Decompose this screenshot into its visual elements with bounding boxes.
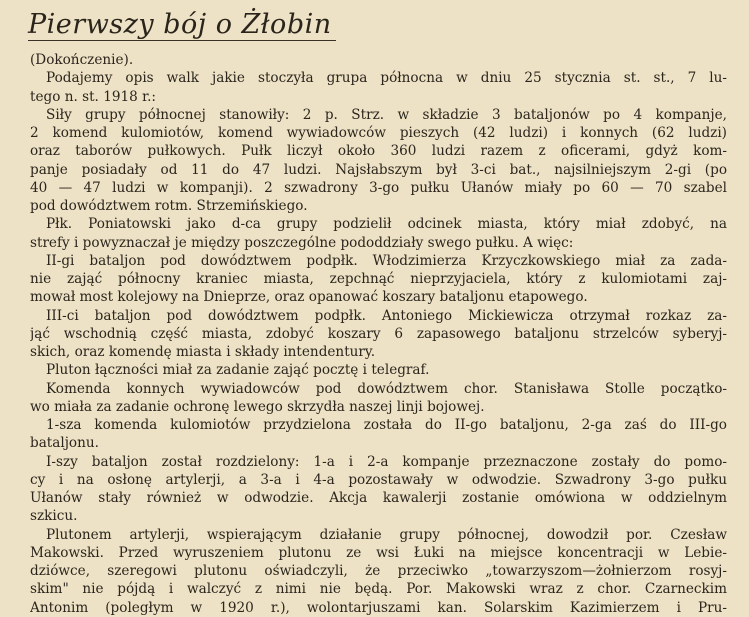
text-line: 1-sza komenda kulomiotów przydzielona została do II-go bataljonu, 2-ga zaś do III-go xyxy=(46,417,727,433)
text-line: bataljonu. xyxy=(30,435,99,452)
text-line: cy i na osłonę artylerji, a 3-a i 4-a pozostawały w odwodzie. Szwadrony 3-go pułku xyxy=(30,471,727,488)
text-line: wo miała za zadanie ochronę lewego skrzydła naszej linji bojowej. xyxy=(30,398,485,415)
text-line: 2 komend kulomiotów, komend wywiadowców pieszych (42 ludzi) i konnych (62 ludzi) xyxy=(30,125,727,141)
text-line: Płk. Poniatowski jako d-ca grupy podzielił odcinek miasta, który miał zdobyć, na xyxy=(46,216,727,233)
text-line: pod dowództwem rotm. Strzemińskiego. xyxy=(30,198,308,214)
text-line: Antonim (poległym w 1920 r.), wolontarjuszami kan. Solarskim Kazimierzem i Pru- xyxy=(30,599,727,616)
text-line: tego n. st. 1918 r.: xyxy=(30,88,157,105)
text-line: 40 — 47 ludzi w kompanji). 2 szwadrony 3-go pułku Ułanów miały po 60 — 70 szabel xyxy=(30,179,727,196)
text-line: Podajemy opis walk jakie stoczyła grupa północna w dniu 25 stycznia st. st., 7 lu- xyxy=(46,70,727,87)
text-line: nie zająć północny kraniec miasta, zepchnąć nieprzyjaciela, który z kulomiotami zaj- xyxy=(30,271,727,287)
text-line: dziówce, szeregowi plutonu oświadczyli, że przeciwko „towarzyszom—żołnierzom rosyj- xyxy=(30,563,727,579)
text-line: Komenda konnych wywiadowców pod dowództwem chor. Stanisława Stolle początko- xyxy=(46,380,727,397)
article-body xyxy=(30,51,727,617)
text-line: szkicu. xyxy=(30,508,78,525)
text-line: skim" nie pójdą i walczyć z nimi nie będą. Por. Makowski wraz z chor. Czarneckim xyxy=(30,581,727,598)
text-line: mował most kolejowy na Dnieprze, oraz opanować koszary bataljonu etapowego. xyxy=(30,289,588,306)
text-line: (Dokończenie). xyxy=(30,52,134,68)
text-line: skich, oraz komendę miasta i składy intendentury. xyxy=(30,344,376,360)
text-line: III-ci bataljon pod dowództwem podpłk. Antoniego Mickiewicza otrzymał rozkaz za- xyxy=(46,307,727,324)
text-line: Pluton łączności miał za zadanie zająć pocztę i telegraf. xyxy=(46,362,430,379)
text-line: jąć wschodnią część miasta, zdobyć koszary 6 zapasowego bataljonu strzelców syberyj- xyxy=(30,325,727,342)
text-line: II-gi bataljon pod dowództwem podpłk. Włodzimierza Krzyczkowskiego miał za zada- xyxy=(46,252,727,269)
text-line: oraz taborów pułkowych. Pułk liczył około 360 ludzi razem z oficerami, gdyż kom- xyxy=(30,143,727,160)
text-line: I-szy bataljon został rozdzielony: 1-a i 2-a kompanje przeznaczone zostały do pomo- xyxy=(46,453,727,470)
text-line: panje posiadały od 11 do 47 ludzi. Najsłabszym był 3-ci bat., najsilniejszym 2-gi (po xyxy=(30,161,727,178)
text-line: Makowski. Przed wyruszeniem plutonu ze wsi Łuki na miejsce koncentracji w Lebie- xyxy=(30,544,727,561)
text-line: Plutonem artylerji, wspierającym działanie grupy północnej, dowodził por. Czesław xyxy=(46,526,727,543)
text-line: Siły grupy północnej stanowiły: 2 p. Strz. w składzie 3 bataljonów po 4 kompanje, xyxy=(46,106,727,123)
text-line: strefy i powyznaczał je między poszczególne pododdziały swego pułku. A więc: xyxy=(30,234,574,251)
article-title: Pierwszy bój o Żłobin xyxy=(28,10,336,41)
text-line: Ułanów stały również w odwodzie. Akcja kawalerji zostanie omówiona w oddzielnym xyxy=(30,490,727,506)
